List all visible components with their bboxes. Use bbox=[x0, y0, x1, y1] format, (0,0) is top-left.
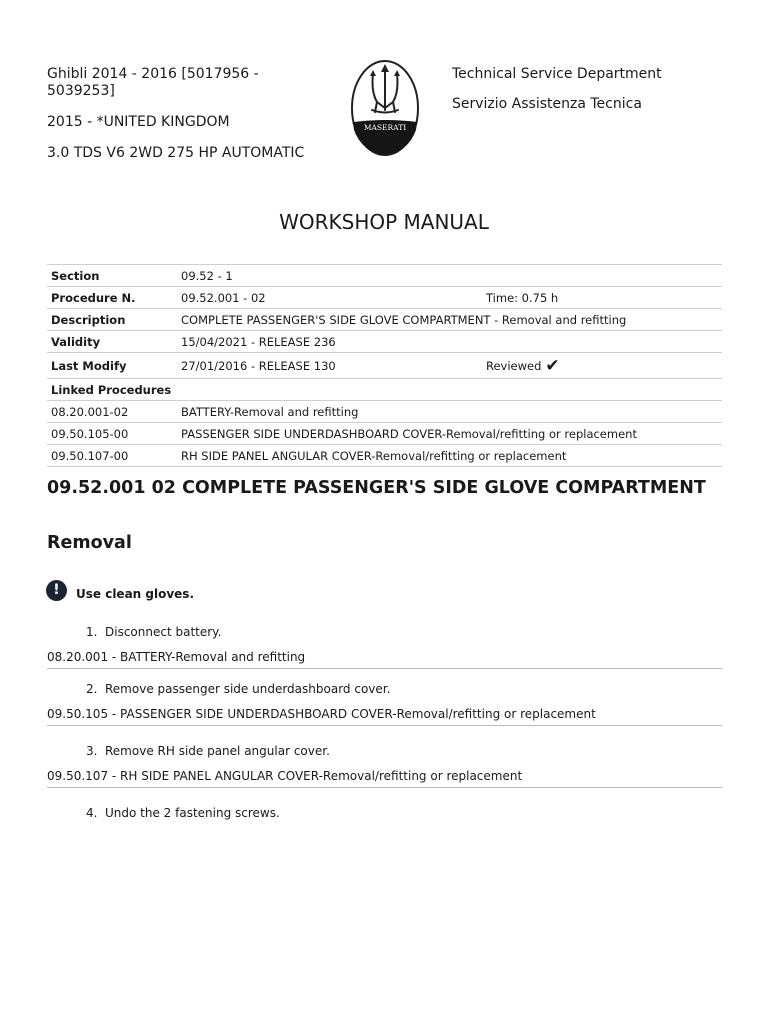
info-label: Section bbox=[47, 265, 177, 287]
info-label: Last Modify bbox=[47, 353, 177, 379]
reviewed-status bbox=[482, 353, 722, 379]
header-department bbox=[452, 66, 662, 126]
step-item bbox=[86, 682, 390, 696]
step-reference: 09.50.107 - RH SIDE PANEL ANGULAR COVER-Removal/refitting or replacement bbox=[47, 769, 722, 788]
info-row-linked-header bbox=[47, 379, 722, 401]
step-text: Remove passenger side underdashboard cover. bbox=[105, 682, 391, 696]
info-row-last-modify bbox=[47, 353, 722, 379]
step-text: Disconnect battery. bbox=[105, 625, 222, 639]
reviewed-label: Reviewed bbox=[486, 358, 542, 373]
department-english: Technical Service Department bbox=[452, 66, 662, 82]
linked-procedure-code: 08.20.001-02 bbox=[47, 401, 177, 423]
info-label: Description bbox=[47, 309, 177, 331]
document-title: WORKSHOP MANUAL bbox=[279, 210, 489, 234]
linked-procedure-name: PASSENGER SIDE UNDERDASHBOARD COVER-Removal/refitting or replacement bbox=[177, 423, 722, 445]
info-value: 09.52 - 1 bbox=[177, 265, 722, 287]
linked-procedures-heading: Linked Procedures bbox=[47, 379, 722, 401]
vehicle-engine: 3.0 TDS V6 2WD 275 HP AUTOMATIC bbox=[47, 145, 305, 161]
vehicle-model: Ghibli 2014 - 2016 [5017956 - 5039253] bbox=[47, 66, 259, 99]
maserati-logo bbox=[330, 52, 440, 164]
info-label: Validity bbox=[47, 331, 177, 353]
info-value: 15/04/2021 - RELEASE 236 bbox=[177, 331, 722, 353]
info-row-section bbox=[47, 265, 722, 287]
linked-procedure-name: BATTERY-Removal and refitting bbox=[177, 401, 722, 423]
linked-procedure-code: 09.50.105-00 bbox=[47, 423, 177, 445]
section-title: Removal bbox=[47, 533, 132, 553]
info-row-description bbox=[47, 309, 722, 331]
warning-text: Use clean gloves. bbox=[76, 586, 194, 601]
info-value: 27/01/2016 - RELEASE 130 bbox=[177, 353, 482, 379]
linked-procedure-code: 09.50.107-00 bbox=[47, 445, 177, 467]
info-label: Procedure N. bbox=[47, 287, 177, 309]
step-number: 3. bbox=[86, 744, 98, 758]
linked-procedure-row bbox=[47, 423, 722, 445]
logo-text: MASERATI bbox=[363, 123, 407, 132]
step-reference: 09.50.105 - PASSENGER SIDE UNDERDASHBOARD COVER-Removal/refitting or replacement bbox=[47, 707, 722, 726]
procedure-title: 09.52.001 02 COMPLETE PASSENGER'S SIDE GLOVE COMPARTMENT bbox=[47, 478, 706, 498]
linked-procedure-row bbox=[47, 401, 722, 423]
vehicle-market: 2015 - *UNITED KINGDOM bbox=[47, 114, 230, 130]
linked-procedure-row bbox=[47, 445, 722, 467]
info-value: 09.52.001 - 02 bbox=[177, 287, 482, 309]
step-text: Undo the 2 fastening screws. bbox=[105, 806, 280, 820]
checkmark-icon: ✔ bbox=[545, 355, 560, 376]
step-item bbox=[86, 625, 221, 639]
step-text: Remove RH side panel angular cover. bbox=[105, 744, 330, 758]
info-row-validity bbox=[47, 331, 722, 353]
linked-procedure-name: RH SIDE PANEL ANGULAR COVER-Removal/refitting or replacement bbox=[177, 445, 722, 467]
warning-note bbox=[46, 580, 194, 601]
procedure-time: Time: 0.75 h bbox=[482, 287, 722, 309]
exclamation-icon: ! bbox=[46, 580, 67, 601]
department-italian: Servizio Assistenza Tecnica bbox=[452, 96, 642, 112]
step-number: 2. bbox=[86, 682, 98, 696]
step-item bbox=[86, 744, 330, 758]
info-value: COMPLETE PASSENGER'S SIDE GLOVE COMPARTMENT - Removal and refitting bbox=[177, 309, 722, 331]
step-number: 4. bbox=[86, 806, 98, 820]
header-vehicle-info bbox=[47, 66, 307, 176]
procedure-info-table bbox=[47, 264, 722, 467]
step-item bbox=[86, 806, 280, 820]
step-number: 1. bbox=[86, 625, 98, 639]
step-reference: 08.20.001 - BATTERY-Removal and refitting bbox=[47, 650, 722, 669]
info-row-procedure bbox=[47, 287, 722, 309]
